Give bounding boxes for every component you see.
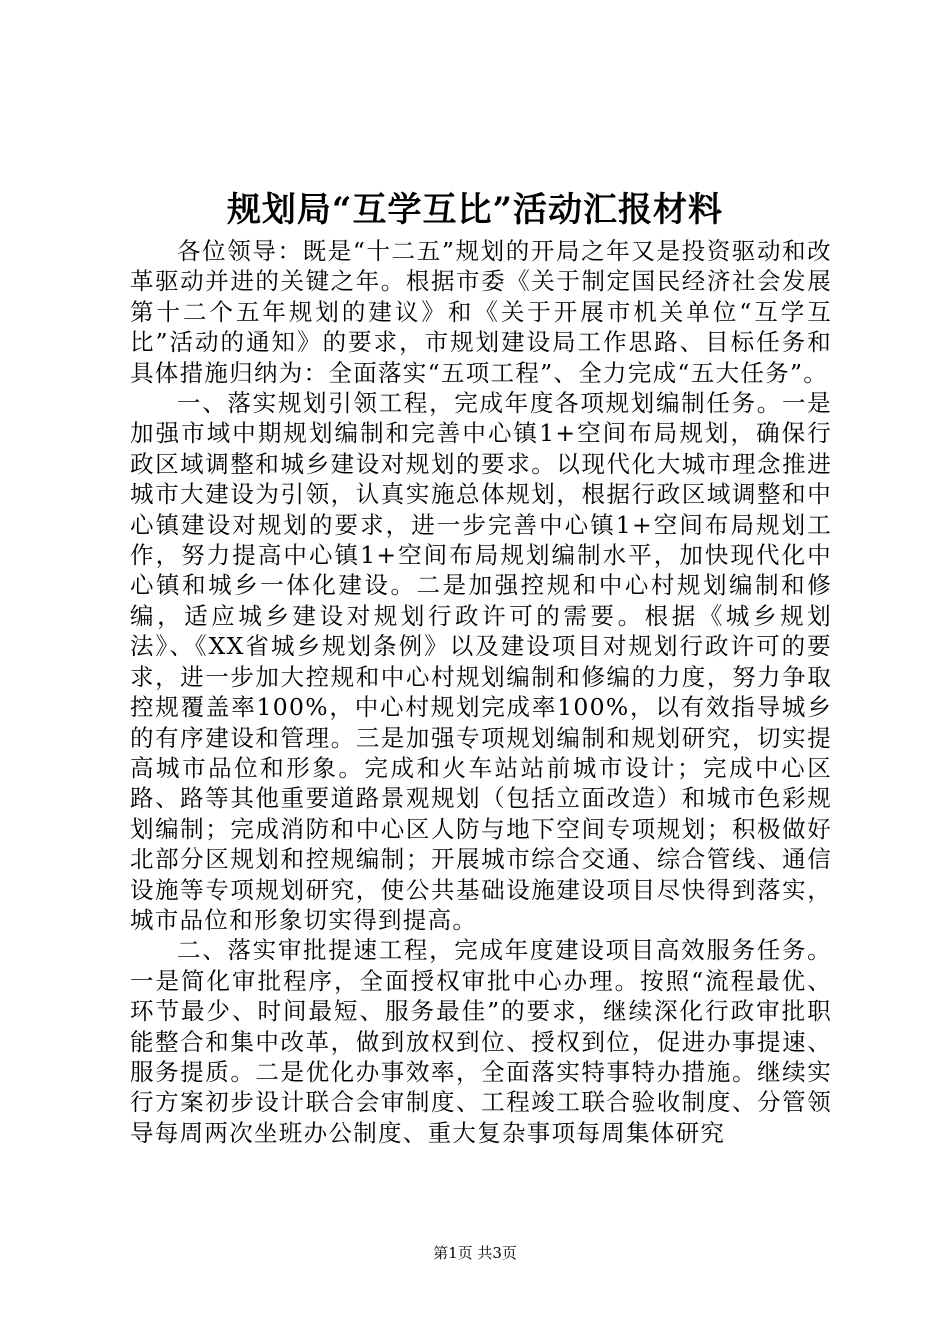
document-body	[130, 236, 832, 1148]
document-title: 规划局“互学互比”活动汇报材料	[226, 190, 724, 230]
paragraph-section-1: 一、落实规划引领工程，完成年度各项规划编制任务。一是加强市域中期规划编制和完善中心镇1+空间布局规划，确保行政区域调整和城乡建设对规划的要求。以现代化大城市理念推进城市大建设为引领，认真实施总体规划，根据行政区域调整和中心镇建设对规划的要求，进一步完善中心镇1+空间布局规划工作，努力提高中心镇1+空间布局规划编制水平，加快现代化中心镇和城乡一体化建设。二是加强控规和中心村规划编制和修编，适应城乡建设对规划行政许可的需要。根据《城乡规划法》、《XX省城乡规划条例》以及建设项目对规划行政许可的要求，进一步加大控规和中心村规划编制和修编的力度，努力争取控规覆盖率100%，中心村规划完成率100%，以有效指导城乡的有序建设和管理。三是加强专项规划编制和规划研究，切实提高城市品位和形象。完成和火车站站前城市设计；完成中心区路、路等其他重要道路景观规划（包括立面改造）和城市色彩规划编制；完成消防和中心区人防与地下空间专项规划；积极做好北部分区规划和控规编制；开展城市综合交通、综合管线、通信设施等专项规划研究，使公共基础设施建设项目尽快得到落实，城市品位和形象切实得到提高。	[130, 389, 832, 934]
paragraph-section-2: 二、落实审批提速工程，完成年度建设项目高效服务任务。一是简化审批程序，全面授权审批中心办理。按照“流程最优、环节最少、时间最短、服务最佳”的要求，继续深化行政审批职能整合和集中改革，做到放权到位、授权到位，促进办事提速、服务提质。二是优化办事效率，全面落实特事特办措施。继续实行方案初步设计联合会审制度、工程竣工联合验收制度、分管领导每周两次坐班办公制度、重大复杂事项每周集体研究	[130, 936, 832, 1147]
page-footer: 第1页 共3页	[433, 1244, 517, 1262]
paragraph-intro: 各位领导：既是“十二五”规划的开局之年又是投资驱动和改革驱动并进的关键之年。根据市委《关于制定国民经济社会发展第十二个五年规划的建议》和《关于开展市机关单位“互学互比”活动的通知》的要求，市规划建设局工作思路、目标任务和具体措施归纳为：全面落实“五项工程”、全力完成“五大任务”。	[130, 237, 832, 387]
